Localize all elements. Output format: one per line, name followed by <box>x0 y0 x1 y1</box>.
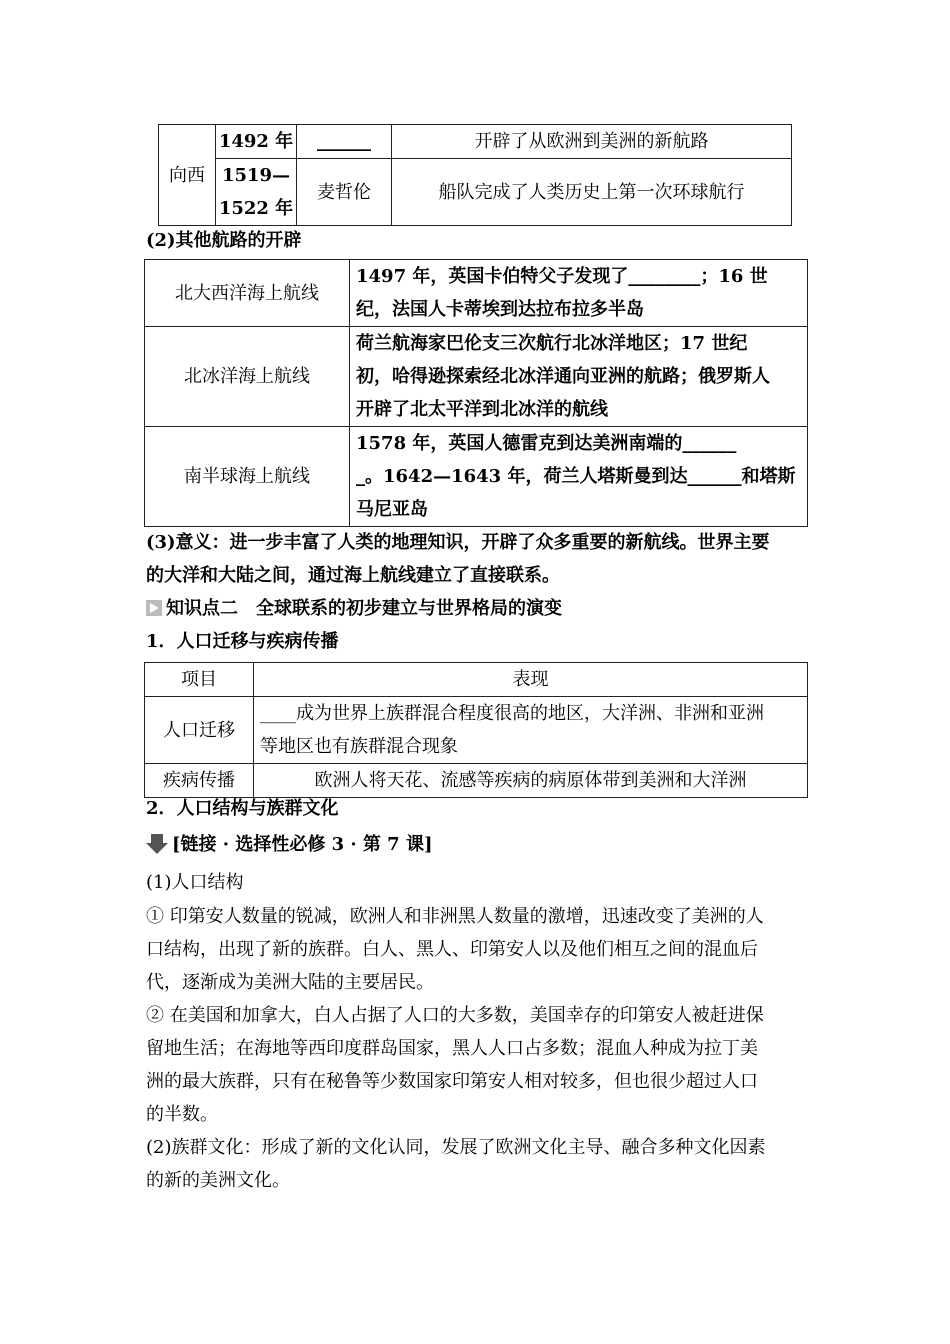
para3-line: 的新的美洲文化。 <box>146 1170 290 1191</box>
route-name-cell: 南半球海上航线 <box>145 427 350 527</box>
person-blank-cell: ______ <box>297 125 392 159</box>
route-desc-cell <box>350 327 808 427</box>
migration-disease-table <box>144 662 808 798</box>
desc-line: 开辟了北太平洋到北冰洋的航线 <box>356 399 608 420</box>
westward-voyages-table <box>158 124 792 226</box>
other-routes-table <box>144 259 808 527</box>
heading-migration: 1．人口迁移与疾病传播 <box>146 631 339 652</box>
significance-line-1: (3)意义：进一步丰富了人类的地理知识，开辟了众多重要的新航线。世界主要 <box>146 532 770 553</box>
para1-line: 代，逐渐成为美洲大陆的主要居民。 <box>146 972 434 993</box>
year-range-cell <box>216 159 297 226</box>
para3-line: (2)族群文化：形成了新的文化认同，发展了欧洲文化主导、融合多种文化因素 <box>146 1137 766 1158</box>
desc-line: 初，哈得逊探索经北冰洋通向亚洲的航路；俄罗斯人 <box>356 366 770 387</box>
significance-line-2: 的大洋和大陆之间，通过海上航线建立了直接联系。 <box>146 565 560 586</box>
performance-cell: 欧洲人将天花、流感等疾病的病原体带到美洲和大洋洲 <box>254 764 808 798</box>
subheading-structure: (1)人口结构 <box>146 872 244 893</box>
section-title: (2)其他航路的开辟 <box>146 230 302 251</box>
route-desc-cell <box>350 260 808 327</box>
knowledge-point-heading <box>146 592 810 625</box>
route-desc-cell <box>350 427 808 527</box>
perf-line: 等地区也有族群混合现象 <box>260 736 458 757</box>
para2-line: 的半数。 <box>146 1104 218 1125</box>
perf-line: ____成为世界上族群混合程度很高的地区，大洋洲、非洲和亚洲 <box>260 703 764 724</box>
para2-line: 留地生活；在海地等西印度群岛国家，黑人人口占多数；混血人种成为拉丁美 <box>146 1038 758 1059</box>
desc-line: 1578 年，英国人德雷克到达美洲南端的______ <box>356 433 737 454</box>
para2-line: ② 在美国和加拿大，白人占据了人口的大多数，美国幸存的印第安人被赶进保 <box>146 1005 764 1026</box>
person-cell: 麦哲伦 <box>297 159 392 226</box>
item-cell: 人口迁移 <box>145 697 254 764</box>
year-line-1: 1519— <box>221 165 291 186</box>
knowledge-point-text: 知识点二 全球联系的初步建立与世界格局的演变 <box>166 598 562 619</box>
para1-line: ① 印第安人数量的锐减，欧洲人和非洲黑人数量的激增，迅速改变了美洲的人 <box>146 906 764 927</box>
item-cell: 疾病传播 <box>145 764 254 798</box>
header-item: 项目 <box>145 663 254 697</box>
desc-line: 纪，法国人卡蒂埃到达拉布拉多半岛 <box>356 299 644 320</box>
link-text: [链接 · 选择性必修 3 · 第 7 课] <box>172 834 433 855</box>
play-triangle-icon <box>146 594 162 610</box>
route-name-cell: 北冰洋海上航线 <box>145 327 350 427</box>
event-cell: 开辟了从欧洲到美洲的新航路 <box>392 125 792 159</box>
direction-cell: 向西 <box>159 125 216 226</box>
desc-line: _。1642—1643 年，荷兰人塔斯曼到达______和塔斯 <box>356 466 796 487</box>
event-cell: 船队完成了人类历史上第一次环球航行 <box>392 159 792 226</box>
header-performance: 表现 <box>254 663 808 697</box>
year-line-2: 1522 年 <box>218 198 294 219</box>
heading-structure: 2．人口结构与族群文化 <box>146 798 339 819</box>
para2-line: 洲的最大族群，只有在秘鲁等少数国家印第安人相对较多，但也很少超过人口 <box>146 1071 758 1092</box>
route-name-cell: 北大西洋海上航线 <box>145 260 350 327</box>
performance-cell <box>254 697 808 764</box>
down-arrow-icon <box>146 832 168 852</box>
desc-line: 荷兰航海家巴伦支三次航行北冰洋地区；17 世纪 <box>356 333 748 354</box>
year-cell: 1492 年 <box>216 125 297 159</box>
desc-line: 1497 年，英国卡伯特父子发现了________；16 世 <box>356 266 768 287</box>
para1-line: 口结构，出现了新的族群。白人、黑人、印第安人以及他们相互之间的混血后 <box>146 939 758 960</box>
link-reference <box>146 828 810 861</box>
desc-line: 马尼亚岛 <box>356 499 428 520</box>
